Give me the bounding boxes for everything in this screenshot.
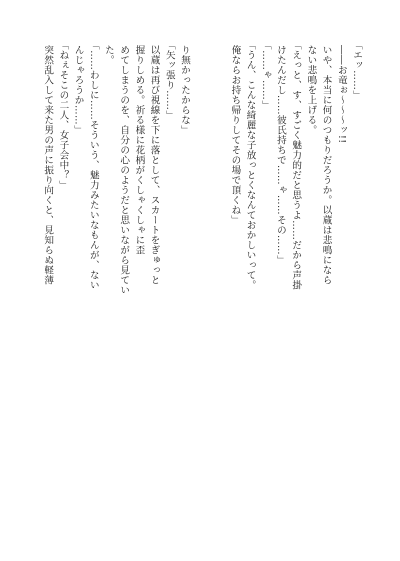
left-text-column: り無かったからな｣ ｢矢ッ張り……｣ 以蔵は再び視線を下に落として、スカートをぎゅっと 握りしめる。祈る様に花柄がくしゃくしゃに歪 めてしまうのを、自分の心のようだと思いながら見てい た。 ｢……わしに……そういう、魅力みたいなもんが、ない んじゃろうか……｣ ｢ねぇそこの二人、女子会中？｣ 突然乱入して来た男の声に振り向くと、見知らぬ軽薄 xyxy=(42,45,190,295)
right-text-column: ｢エッ……｣ ――お竜ぉ〜〜〜ッ!! いや、本当に何のつもりだろうか。以蔵は悲鳴になら ない悲鳴を上げる。 ｢えっと、す、すごく魅力的だと思うよ……だから声掛 けたんだし……彼氏持ちで……ゃ……その……｣ ｢……ゃ……｣ ｢うん、こんな綺麗な子放っとくなんておかしいって。 俺ならお持ち帰りしてその場で頂くね｣ xyxy=(229,45,362,291)
